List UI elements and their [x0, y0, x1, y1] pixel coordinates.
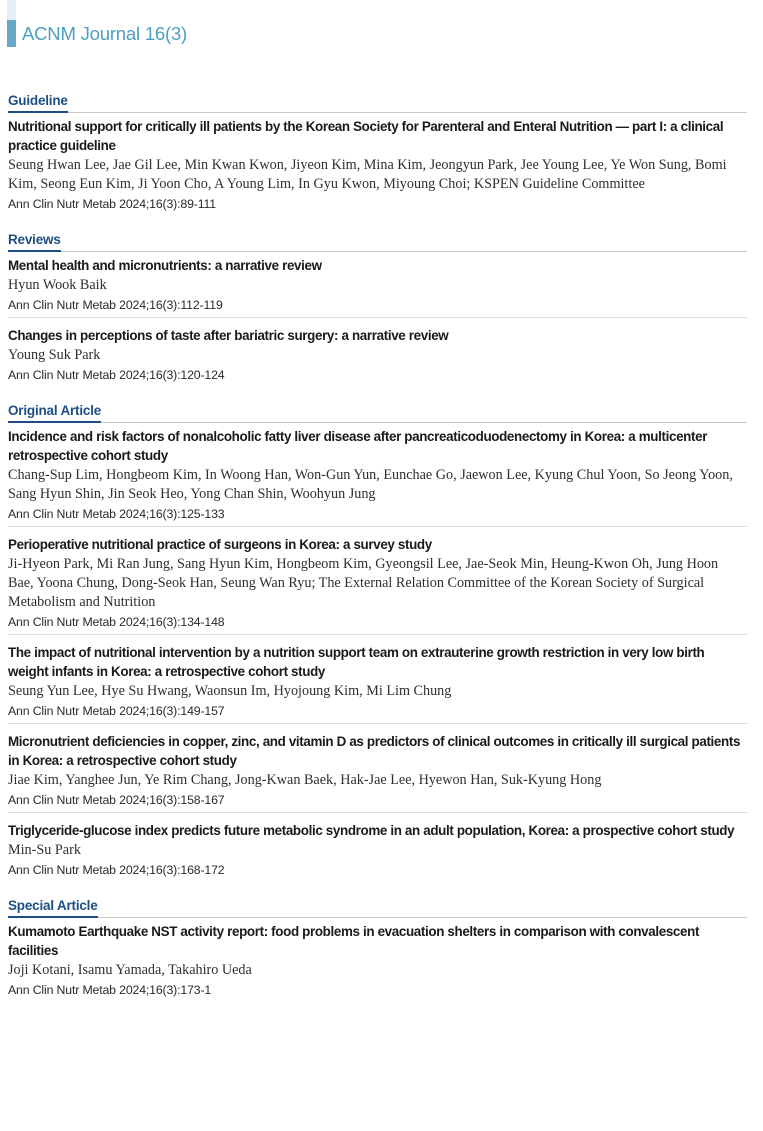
- journal-accent-bar: [7, 20, 16, 47]
- section-header: [8, 402, 747, 423]
- article-citation: Ann Clin Nutr Metab 2024;16(3):168-172: [8, 863, 225, 877]
- article-citation: Ann Clin Nutr Metab 2024;16(3):112-119: [8, 298, 223, 312]
- section-title: Reviews: [8, 231, 61, 252]
- section-title: Guideline: [8, 92, 68, 113]
- section-guideline: [8, 92, 747, 216]
- article-item: [8, 252, 747, 317]
- journal-accent-bar-light: [7, 0, 16, 20]
- article-item: [8, 918, 747, 1002]
- article-title-link[interactable]: The impact of nutritional intervention by a nutrition support team on extrauterine growth restriction in very low birth weight infants in Korea: a retrospective cohort study: [8, 645, 705, 679]
- article-citation: Ann Clin Nutr Metab 2024;16(3):158-167: [8, 793, 225, 807]
- article-item: [8, 423, 747, 526]
- article-authors: Chang-Sup Lim, Hongbeom Kim, In Woong Han, Won-Gun Yun, Eunchae Go, Jaewon Lee, Kyung Chul Yoon, So Jeong Yoon, Sang Hyun Shin, Jin Seok Heo, Yong Chan Shin, Woohyun Jung: [8, 467, 733, 502]
- article-citation: Ann Clin Nutr Metab 2024;16(3):125-133: [8, 507, 225, 521]
- table-of-contents: [8, 92, 747, 1002]
- article-title-link[interactable]: Triglyceride-glucose index predicts future metabolic syndrome in an adult population, Korea: a prospective cohort study: [8, 823, 735, 838]
- article-title-link[interactable]: Changes in perceptions of taste after bariatric surgery: a narrative review: [8, 328, 449, 343]
- article-citation: Ann Clin Nutr Metab 2024;16(3):120-124: [8, 368, 225, 382]
- article-citation: Ann Clin Nutr Metab 2024;16(3):149-157: [8, 704, 225, 718]
- journal-header: [7, 0, 407, 47]
- article-authors: Min-Su Park: [8, 842, 81, 858]
- section-header: [8, 92, 747, 113]
- article-title-link[interactable]: Incidence and risk factors of nonalcoholic fatty liver disease after pancreaticoduodenectomy in Korea: a multicenter retrospective cohort study: [8, 429, 708, 463]
- article-item: [8, 526, 747, 634]
- journal-title: ACNM Journal 16(3): [22, 23, 188, 44]
- article-item: [8, 634, 747, 723]
- section-header: [8, 231, 747, 252]
- article-authors: Seung Hwan Lee, Jae Gil Lee, Min Kwan Kwon, Jiyeon Kim, Mina Kim, Jeongyun Park, Jee Young Lee, Ye Won Sung, Bomi Kim, Seong Eun Kim, Ji Yoon Cho, A Young Lim, In Gyu Kwon, Miyoung Choi; KSPEN Guideline Committee: [8, 157, 727, 192]
- article-title-link[interactable]: Kumamoto Earthquake NST activity report: food problems in evacuation shelters in comparison with convalescent facilities: [8, 924, 700, 958]
- article-title-link[interactable]: Perioperative nutritional practice of surgeons in Korea: a survey study: [8, 537, 432, 552]
- article-item: [8, 812, 747, 882]
- article-item: [8, 317, 747, 387]
- article-citation: Ann Clin Nutr Metab 2024;16(3):134-148: [8, 615, 225, 629]
- article-authors: Seung Yun Lee, Hye Su Hwang, Waonsun Im, Hyojoung Kim, Mi Lim Chung: [8, 683, 452, 699]
- article-authors: Ji-Hyeon Park, Mi Ran Jung, Sang Hyun Kim, Hongbeom Kim, Gyeongsil Lee, Jae-Seok Min, Heung-Kwon Oh, Jung Hoon Bae, Yoona Chung, Dong-Seok Han, Seung Wan Ryu; The External Relation Committee of the Korean Society of Surgical Metabolism and Nutrition: [8, 556, 719, 610]
- section-title: Original Article: [8, 402, 101, 423]
- article-authors: Young Suk Park: [8, 347, 101, 363]
- article-item: [8, 723, 747, 812]
- article-authors: Joji Kotani, Isamu Yamada, Takahiro Ueda: [8, 962, 252, 978]
- article-authors: Jiae Kim, Yanghee Jun, Ye Rim Chang, Jong-Kwan Baek, Hak-Jae Lee, Hyewon Han, Suk-Kyung Hong: [8, 772, 602, 788]
- article-citation: Ann Clin Nutr Metab 2024;16(3):89-111: [8, 197, 216, 211]
- article-item: [8, 113, 747, 216]
- section-original-article: [8, 402, 747, 882]
- section-reviews: [8, 231, 747, 387]
- article-title-link[interactable]: Nutritional support for critically ill patients by the Korean Society for Parenteral and Enteral Nutrition — part I: a clinical practice guideline: [8, 119, 724, 153]
- section-title: Special Article: [8, 897, 98, 918]
- article-authors: Hyun Wook Baik: [8, 277, 107, 293]
- article-title-link[interactable]: Micronutrient deficiencies in copper, zinc, and vitamin D as predictors of clinical outcomes in critically ill surgical patients in Korea: a retrospective cohort study: [8, 734, 741, 768]
- section-header: [8, 897, 747, 918]
- article-citation: Ann Clin Nutr Metab 2024;16(3):173-1: [8, 983, 212, 997]
- article-title-link[interactable]: Mental health and micronutrients: a narrative review: [8, 258, 322, 273]
- section-special-article: [8, 897, 747, 1002]
